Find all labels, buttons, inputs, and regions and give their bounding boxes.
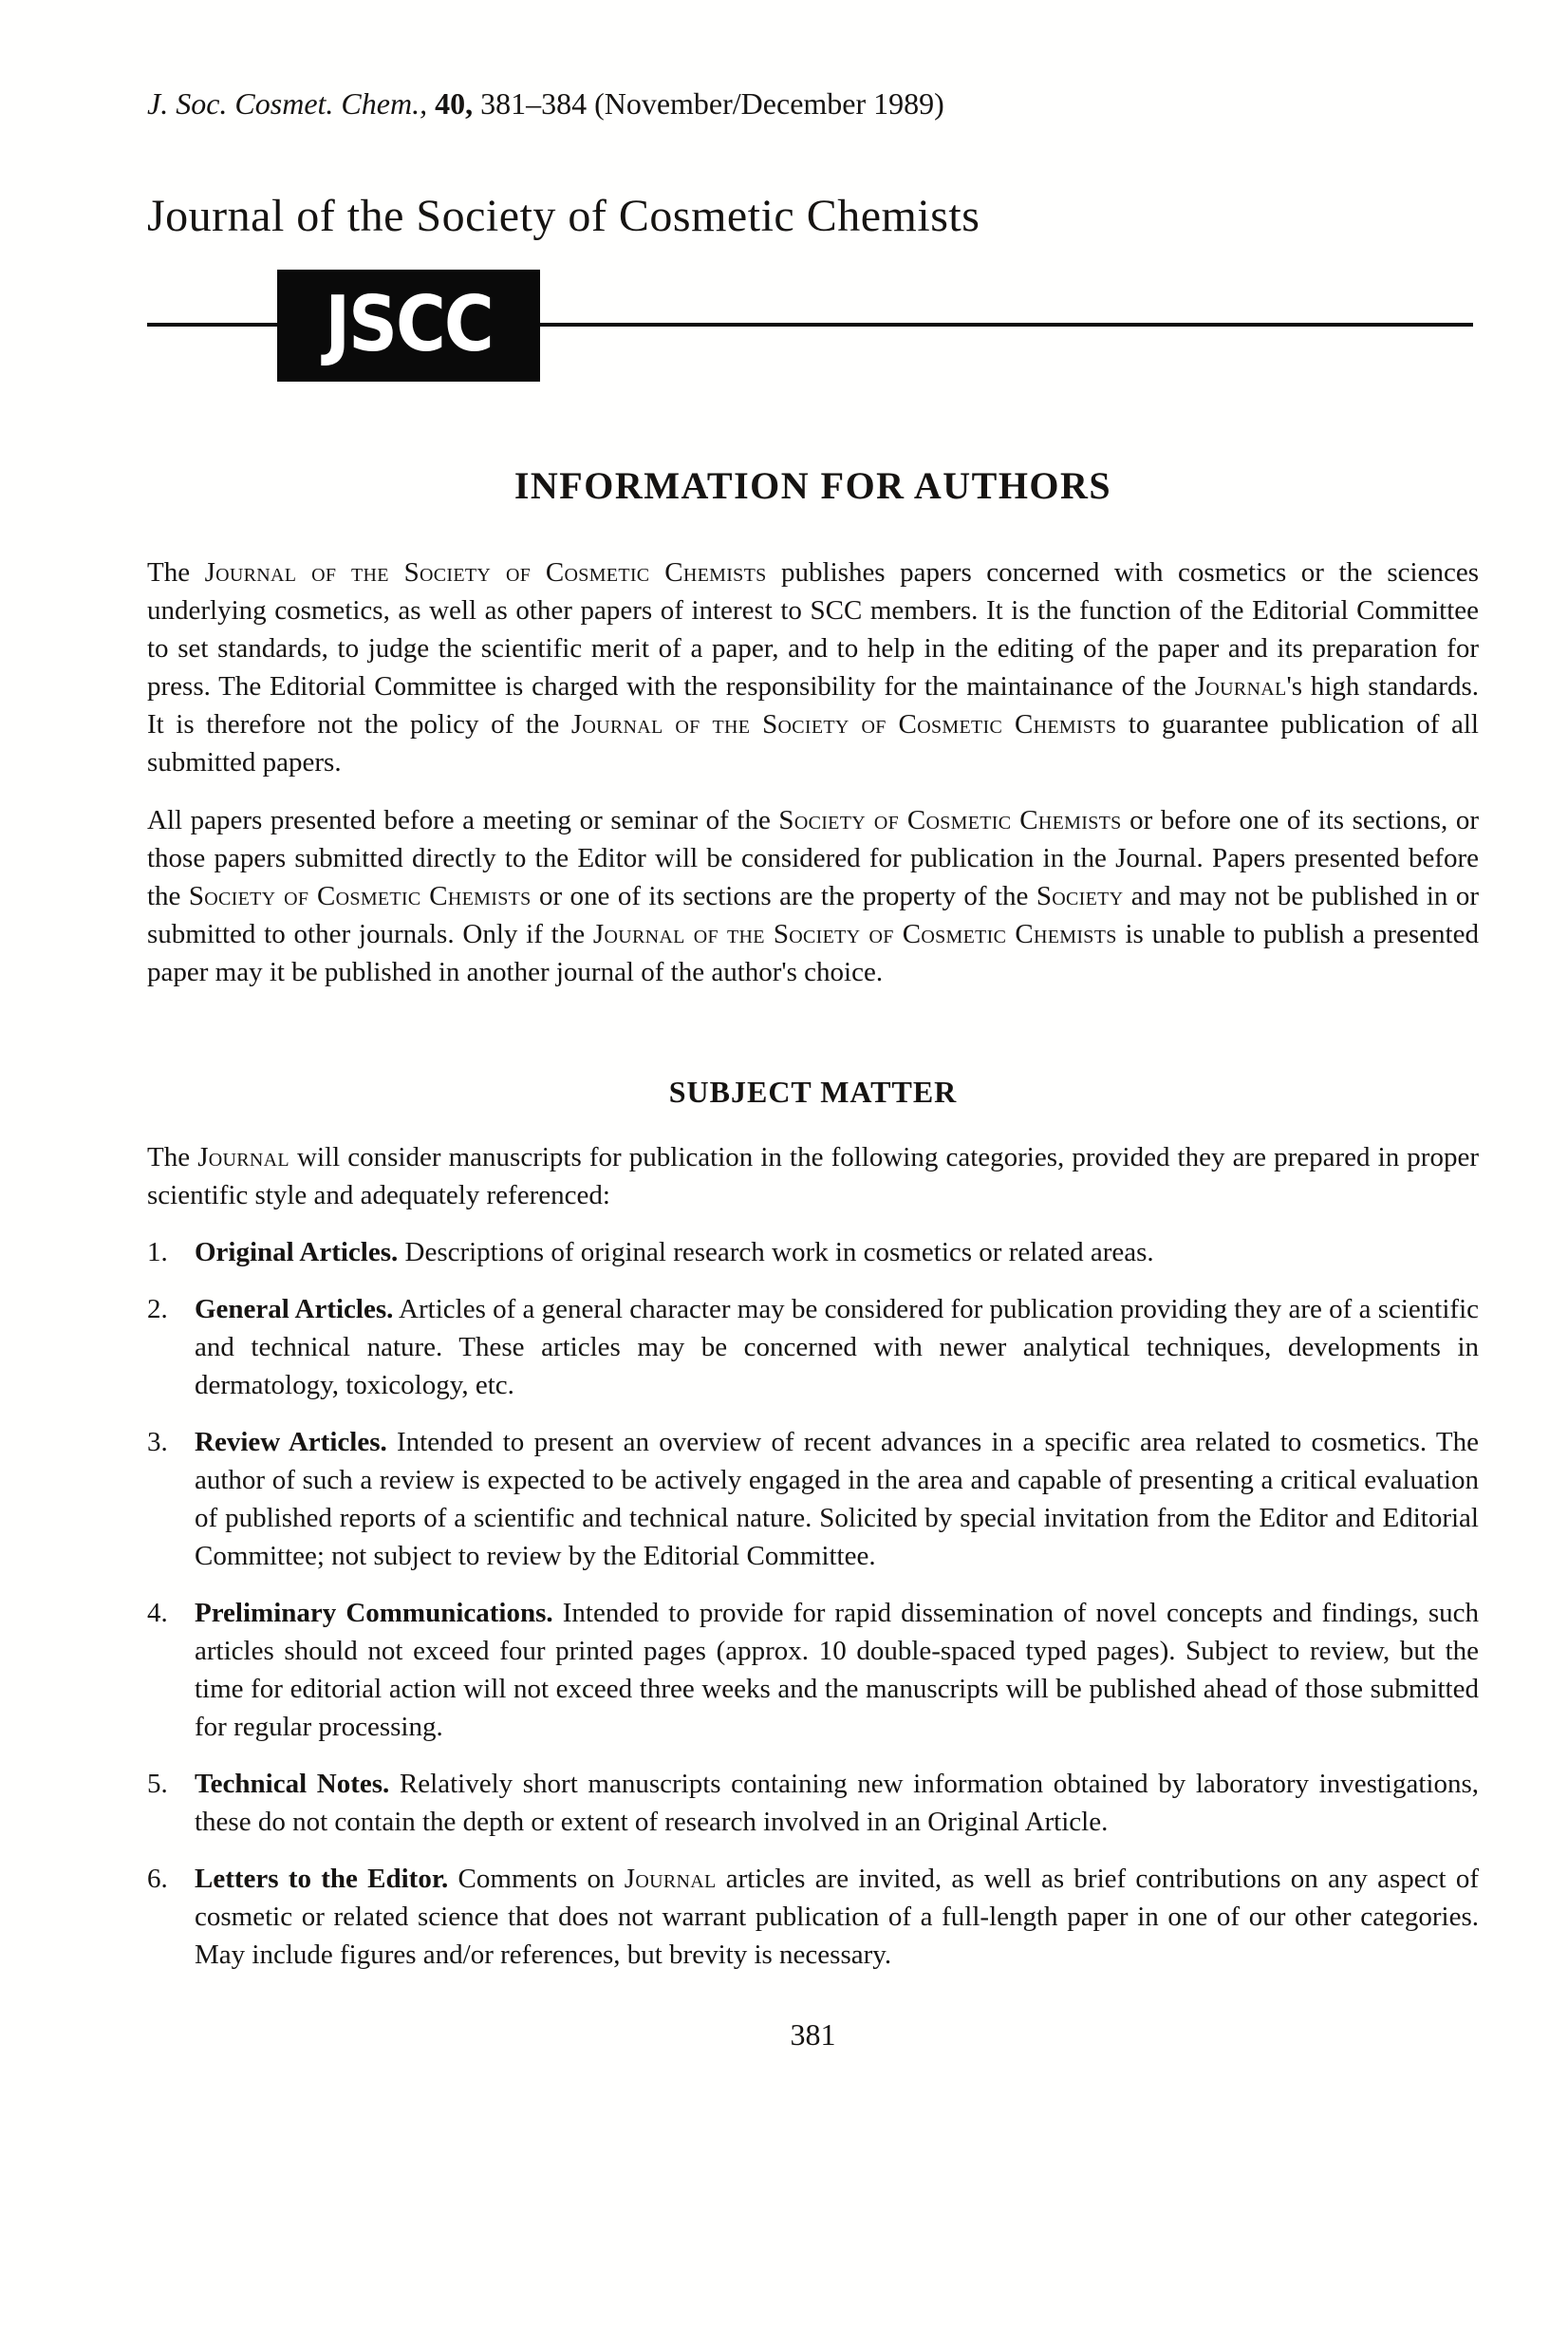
item-text: Original Articles. Descriptions of original research work in cosmetics or related areas.: [195, 1236, 1154, 1267]
item-number: 3.: [147, 1426, 168, 1457]
header-citation: J. Soc. Cosmet. Chem., 40, 381–384 (November/December 1989): [147, 86, 944, 121]
list-item: [147, 1233, 1479, 1271]
item-text: Letters to the Editor. Comments on Journal articles are invited, as well as brief contributions on any aspect of cosmetic or related science that does not warrant publication of a full-length paper in one of our other categories. May include figures and/or references, but brevity is necessary.: [195, 1863, 1479, 1970]
item-number: 5.: [147, 1768, 168, 1799]
item-text: General Articles. Articles of a general character may be considered for publication providing they are of a scientific and technical nature. These articles may be concerned with newer analytical techniques, developments in dermatology, toxicology, etc.: [195, 1293, 1480, 1400]
paragraph-journal-policy: The Journal of the Society of Cosmetic Chemists publishes papers concerned with cosmetics or the sciences underlying cosmetics, as well as other papers of interest to SCC members. It is the function of the Editorial Committee to set standards, to judge the scientific merit of a paper, and to help in the editing of the paper and its preparation for press. The Editorial Committee is charged with the responsibility for the maintainance of the Journal's high standards. It is therefore not the policy of the Journal of the Society of Cosmetic Chemists to guarantee publication of all submitted papers.: [147, 556, 1479, 778]
item-text: Review Articles. Intended to present an overview of recent advances in a specific area related to cosmetics. The author of such a review is expected to be actively engaged in the area and capable of presenting a critical evaluation of published reports of a scientific and technical nature. Solicited by special invitation from the Editor and Editorial Committee; not subject to review by the Editorial Committee.: [195, 1426, 1479, 1571]
list-item: [147, 1765, 1479, 1841]
journal-title: Journal of the Society of Cosmetic Chemists: [147, 191, 980, 242]
paragraph-presented-papers: All papers presented before a meeting or seminar of the Society of Cosmetic Chemists or before one of its sections, or those papers submitted directly to the Editor will be considered for publication in the Journal. Papers presented before the Society of Cosmetic Chemists or one of its sections are the property of the Society and may not be published in or submitted to other journals. Only if the Journal of the Society of Cosmetic Chemists is unable to publish a presented paper may it be published in another journal of the author's choice.: [147, 804, 1480, 987]
category-list: [147, 1233, 1479, 1974]
item-number: 4.: [147, 1597, 168, 1628]
item-text: Preliminary Communications. Intended to provide for rapid dissemination of novel concepts and findings, such articles should not exceed four printed pages (approx. 10 double-spaced typed pages). Subject to review, but the time for editorial action will not exceed three weeks and the manuscripts will be published ahead of those submitted for regular processing.: [195, 1597, 1479, 1742]
jscc-logo-text: JSCC: [325, 278, 493, 368]
list-item: [147, 1290, 1479, 1404]
logo-row: [147, 270, 1479, 382]
page-number: 381: [790, 2016, 836, 2052]
item-text: Technical Notes. Relatively short manuscripts containing new information obtained by laboratory investigations, these do not contain the depth or extent of research involved in an Original Article.: [195, 1768, 1479, 1837]
subject-matter-heading: SUBJECT MATTER: [668, 1074, 958, 1109]
list-item: [147, 1594, 1479, 1746]
item-number: 6.: [147, 1863, 168, 1894]
jscc-logo: [277, 270, 540, 382]
item-number: 2.: [147, 1293, 168, 1324]
item-number: 1.: [147, 1236, 168, 1267]
list-item: [147, 1423, 1479, 1575]
list-item: [147, 1860, 1479, 1974]
information-for-authors-heading: INFORMATION FOR AUTHORS: [513, 463, 1112, 507]
paragraph-categories-intro: The Journal will consider manuscripts for publication in the following categories, provided they are prepared in proper scientific style and adequately referenced:: [147, 1141, 1479, 1210]
